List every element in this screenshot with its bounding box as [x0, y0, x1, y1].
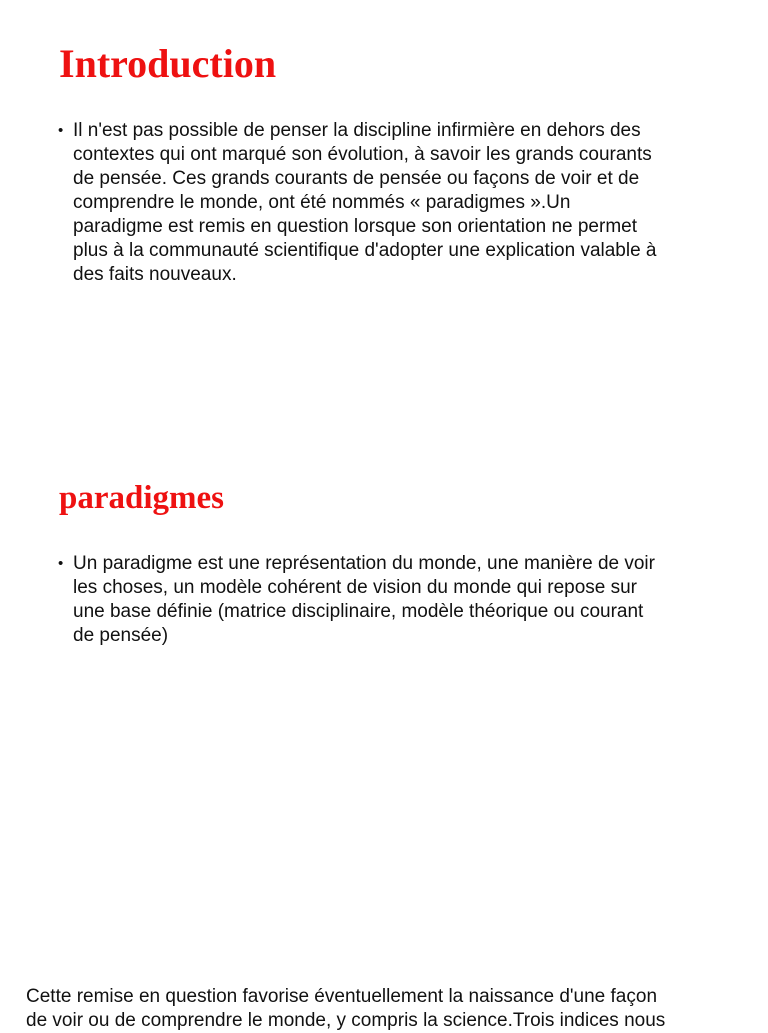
slide-2-bullet-text: Un paradigme est une représentation du monde, une manière de voir les choses, un modèle cohérent de vision du monde qui repose sur une base définie (matrice disciplinaire, modèle théorique ou courant de pensée)	[73, 553, 655, 646]
slide-1-bullet	[58, 119, 718, 287]
slide-2-bullet	[58, 552, 718, 648]
bullet-icon: •	[58, 122, 64, 139]
bullet-icon: •	[58, 555, 64, 572]
slide-1-bullet-text: Il n'est pas possible de penser la discipline infirmière en dehors des contextes qui ont marqué son évolution, à savoir les grands courants de pensée. Ces grands courants de pensée ou façons de voir et de comprendre le monde, ont été nommés « paradigmes ».Un paradigme est remis en question lorsque son orientation ne permet plus à la communauté scientifique d'adopter une explication valable à des faits nouveaux.	[73, 120, 657, 285]
slide-2-title: paradigmes	[59, 480, 224, 516]
slide-3-text: Cette remise en question favorise éventuellement la naissance d'une façon de voir ou de comprendre le monde, y compris la science.Trois indices nous	[26, 986, 666, 1031]
slide-1-title: Introduction	[59, 41, 277, 86]
